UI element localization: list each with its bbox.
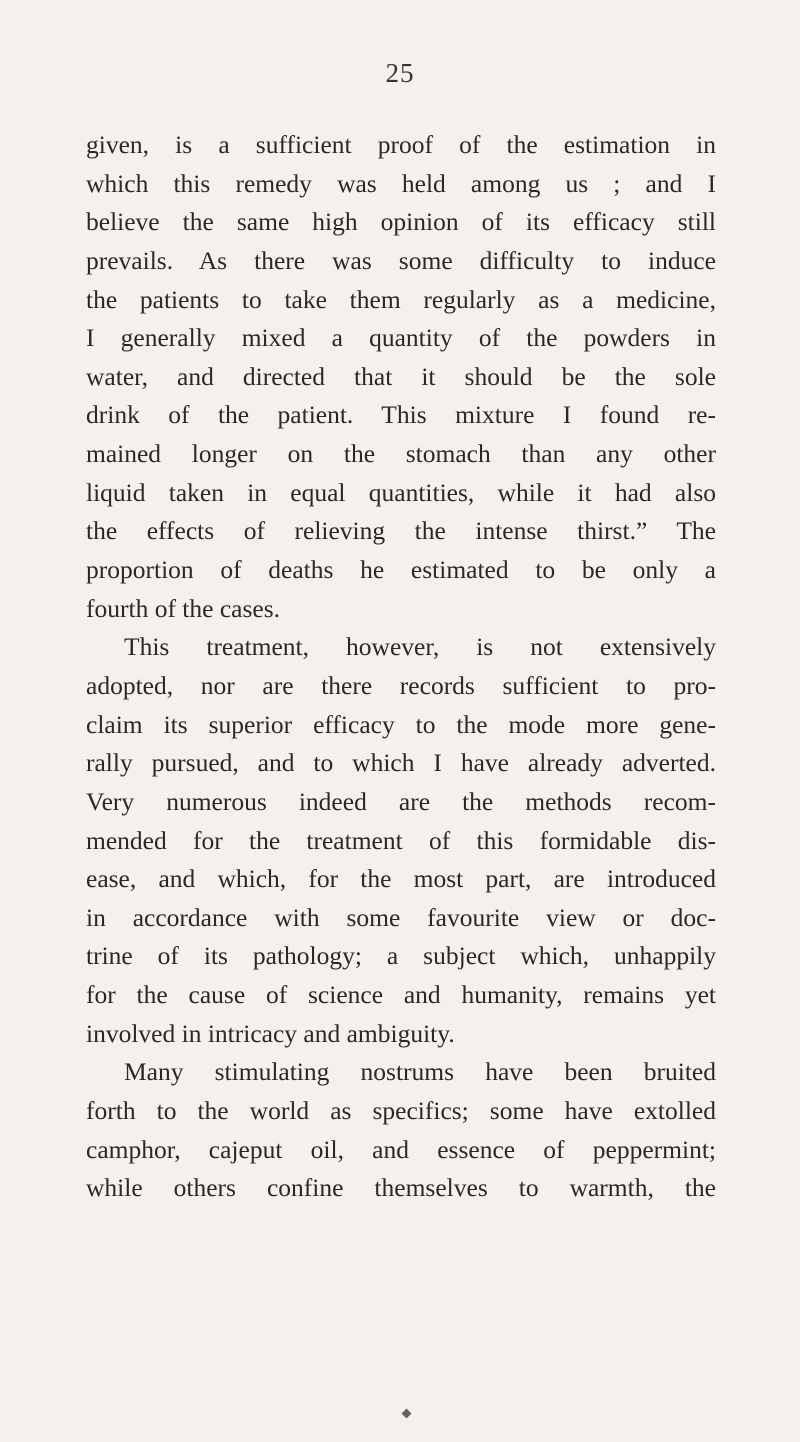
ink-mark	[402, 1409, 412, 1419]
text-line: I generally mixed a quantity of the powders in	[86, 323, 716, 353]
text-line: trine of its pathology; a subject which, unhappily	[86, 941, 716, 971]
text-line: water, and directed that it should be the sole	[86, 361, 716, 391]
text-line: liquid taken in equal quantities, while it had also	[86, 477, 716, 507]
text-line: mended for the treatment of this formidable dis-	[86, 825, 716, 855]
text-line: the effects of relieving the intense thirst.” The	[86, 516, 716, 546]
body-text	[86, 126, 716, 1208]
paragraph-last-line: fourth of the cases.	[86, 593, 281, 623]
text-line: proportion of deaths he estimated to be only a	[86, 555, 716, 585]
text-line: claim its superior efficacy to the mode more gene-	[86, 709, 716, 739]
text-line: believe the same high opinion of its efficacy still	[86, 207, 716, 237]
text-line: drink of the patient. This mixture I found re-	[86, 400, 716, 430]
text-line: for the cause of science and humanity, remains yet	[86, 980, 716, 1010]
text-line: camphor, cajeput oil, and essence of peppermint;	[86, 1134, 716, 1164]
text-line: while others confine themselves to warmth, the	[86, 1173, 716, 1203]
text-line: forth to the world as specifics; some have extolled	[86, 1096, 716, 1126]
text-line: given, is a sufficient proof of the estimation in	[86, 130, 716, 159]
text-line: adopted, nor are there records sufficient to pro-	[86, 670, 716, 700]
text-line: mained longer on the stomach than any other	[86, 439, 716, 469]
text-line: rally pursued, and to which I have already adverted.	[86, 748, 716, 778]
text-line: the patients to take them regularly as a medicine,	[86, 284, 716, 314]
page-number: 25	[385, 58, 415, 88]
paragraph-first-line: Many stimulating nostrums have been bruited	[124, 1057, 716, 1087]
text-line: which this remedy was held among us ; and I	[86, 168, 716, 198]
text-line: prevails. As there was some difficulty to induce	[86, 245, 716, 275]
text-line: in accordance with some favourite view or doc-	[86, 902, 716, 932]
text-line: ease, and which, for the most part, are introduced	[86, 864, 716, 894]
paragraph-last-line: involved in intricacy and ambiguity.	[86, 1018, 455, 1048]
text-line: Very numerous indeed are the methods recom-	[86, 786, 716, 816]
paragraph-first-line: This treatment, however, is not extensively	[124, 632, 716, 662]
